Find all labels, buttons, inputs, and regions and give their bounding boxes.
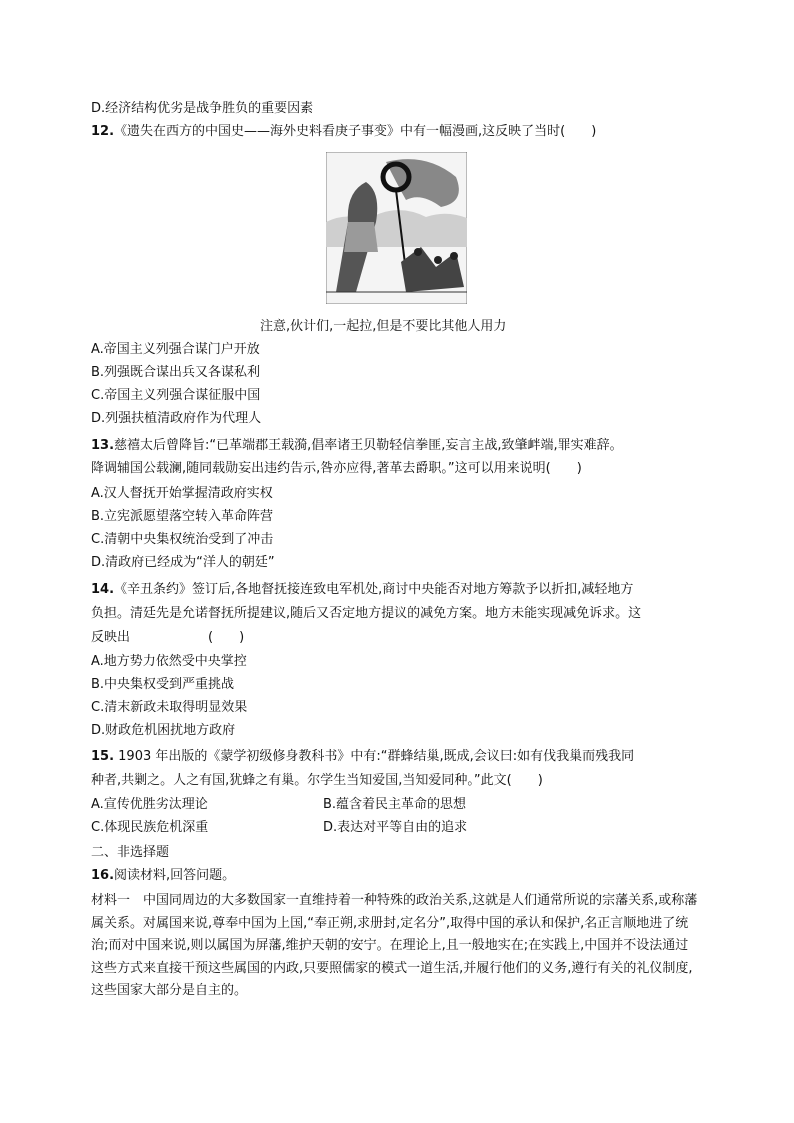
question-12: [91, 122, 596, 142]
figure-caption: 注意,伙计们,一起拉,但是不要比其他人用力: [260, 319, 507, 334]
material-paragraph: 材料一 中国同周边的大多数国家一直维持着一种特殊的政治关系,这就是人们通常所说的宗藩关系,或称藩属关系。对属国来说,尊奉中国为上国,“奉正朔,求册封,定名分”,取得中国的承认和保护,名正言顺地进了统治;而对中国来说,则以属国为屏藩,维护天朝的安宁。在理论上,且一般地实在;在实践上,中国并不设法通过这些方式来直接干预这些属国的内政,只要照儒家的模式一道生活,并履行他们的义务,遵行有关的礼仪制度,这些国家大部分是自主的。: [91, 893, 698, 998]
option-d: D.列强扶植清政府作为代理人: [91, 411, 262, 426]
section-heading: 二、非选择题: [91, 845, 170, 860]
option-b: B.立宪派愿望落空转入革命阵营: [91, 509, 274, 524]
option-d: D.财政危机困扰地方政府: [91, 723, 236, 738]
option-d: D.表达对平等自由的追求: [323, 820, 468, 835]
question-text: 《辛丑条约》签订后,各地督抚接连致电军机处,商讨中央能否对地方筹款予以折扣,减轻地方: [114, 582, 634, 597]
question-number: 14.: [91, 582, 115, 597]
option-a: A.汉人督抚开始掌握清政府实权: [91, 486, 273, 501]
question-number: 12.: [91, 124, 115, 139]
question-number: 15.: [91, 749, 115, 764]
option-b: B.列强既合谋出兵又各谋私利: [91, 365, 261, 380]
option-a: A.宣传优胜劣汰理论: [91, 797, 208, 812]
cartoon-illustration: [326, 152, 467, 304]
option-line: D.经济结构优劣是战争胜负的重要因素: [91, 101, 314, 116]
question-number: 16.: [91, 868, 115, 883]
question-number: 13.: [91, 438, 115, 453]
question-text-line: 反映出 ( ): [91, 630, 245, 645]
question-text: 慈禧太后曾降旨:“已革端郡王载漪,倡率诸王贝勒轻信拳匪,妄言主战,致肇衅端,罪实难辞。: [114, 438, 623, 453]
option-c: C.体现民族危机深重: [91, 820, 209, 835]
option-a: A.帝国主义列强合谋门户开放: [91, 342, 260, 357]
question-14: [91, 580, 633, 600]
question-text-line: 降调辅国公载澜,随同载勋妄出违约告示,咎亦应得,著革去爵职。”这可以用来说明( ): [91, 461, 582, 476]
question-13: [91, 436, 623, 456]
option-d: D.清政府已经成为“洋人的朝廷”: [91, 555, 275, 570]
question-15: [91, 747, 634, 767]
question-text: 《遗失在西方的中国史——海外史料看庚子事变》中有一幅漫画,这反映了当时( ): [114, 124, 597, 139]
option-c: C.清朝中央集权统治受到了冲击: [91, 532, 274, 547]
option-c: C.帝国主义列强合谋征服中国: [91, 388, 261, 403]
option-b: B.中央集权受到严重挑战: [91, 677, 235, 692]
question-16: [91, 866, 235, 886]
option-a: A.地方势力依然受中央掌控: [91, 654, 247, 669]
question-text-line: 负担。清廷先是允诺督抚所提建议,随后又否定地方提议的减免方案。地方未能实现减免诉求。这: [91, 606, 642, 621]
question-text: 阅读材料,回答问题。: [114, 868, 236, 883]
option-c: C.清末新政未取得明显效果: [91, 700, 248, 715]
question-text-line: 种者,共剿之。人之有国,犹蜂之有巢。尔学生当知爱国,当知爱同种。”此文( ): [91, 773, 543, 788]
option-b: B.蕴含着民主革命的思想: [323, 797, 467, 812]
question-text: 1903 年出版的《蒙学初级修身教科书》中有:“群蜂结巢,既成,会议曰:如有伐我巢而残我同: [114, 749, 635, 764]
